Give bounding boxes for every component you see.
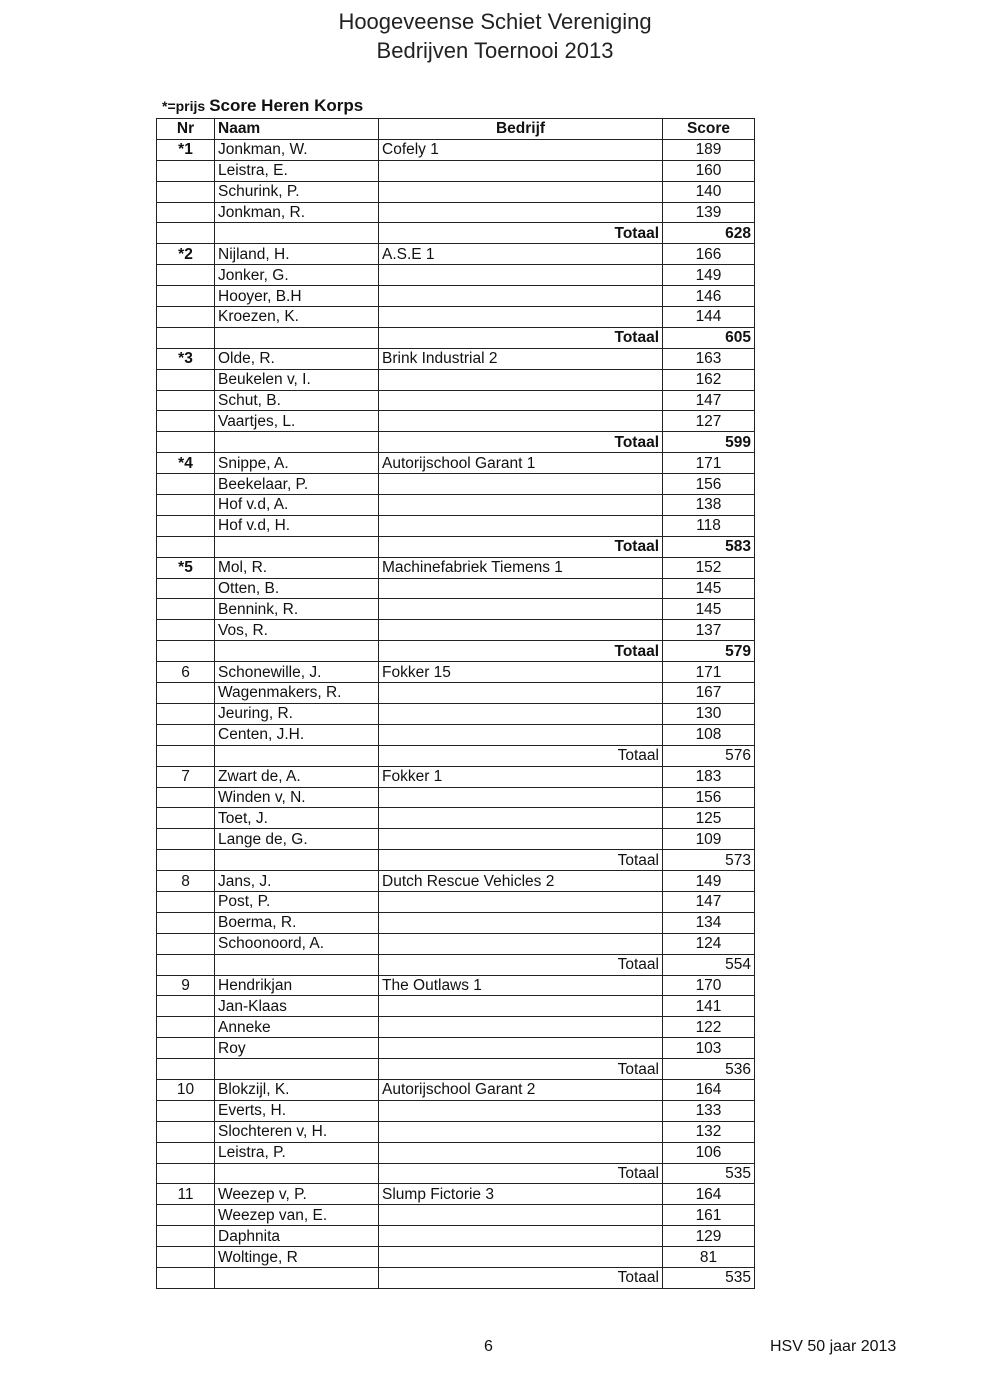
team-number: *4 [157, 453, 215, 474]
company-name: Dutch Rescue Vehicles 2 [379, 871, 663, 892]
team-number [157, 787, 215, 808]
team-total: 579 [663, 641, 755, 662]
company-name [379, 1100, 663, 1121]
team-total: 536 [663, 1059, 755, 1080]
table-row [157, 202, 755, 223]
total-label: Totaal [379, 1163, 663, 1184]
table-row [157, 620, 755, 641]
company-name [379, 912, 663, 933]
member-name: Beekelaar, P. [215, 474, 379, 495]
member-score: 106 [663, 1142, 755, 1163]
team-number [157, 286, 215, 307]
team-total: 573 [663, 850, 755, 871]
total-label: Totaal [379, 327, 663, 348]
member-name: Blokzijl, K. [215, 1079, 379, 1100]
member-score: 124 [663, 933, 755, 954]
team-number [157, 202, 215, 223]
member-score: 141 [663, 996, 755, 1017]
total-row-empty-name [215, 432, 379, 453]
member-name: Leistra, E. [215, 160, 379, 181]
table-row [157, 724, 755, 745]
total-row [157, 850, 755, 871]
table-row [157, 975, 755, 996]
total-row [157, 1163, 755, 1184]
member-score: 144 [663, 307, 755, 328]
total-row-empty-nr [157, 1163, 215, 1184]
total-row [157, 1267, 755, 1288]
member-name: Jans, J. [215, 871, 379, 892]
company-name [379, 286, 663, 307]
team-number: 10 [157, 1079, 215, 1100]
company-name: Fokker 1 [379, 766, 663, 787]
member-name: Toet, J. [215, 808, 379, 829]
member-score: 164 [663, 1079, 755, 1100]
company-name: Fokker 15 [379, 662, 663, 683]
column-header-naam: Naam [215, 119, 379, 140]
team-number [157, 1205, 215, 1226]
total-row-empty-nr [157, 1059, 215, 1080]
team-number [157, 515, 215, 536]
company-name [379, 578, 663, 599]
table-row [157, 139, 755, 160]
member-name: Hof v.d, H. [215, 515, 379, 536]
company-name [379, 1205, 663, 1226]
team-number [157, 620, 215, 641]
total-label: Totaal [379, 745, 663, 766]
member-score: 145 [663, 599, 755, 620]
table-row [157, 265, 755, 286]
table-row [157, 369, 755, 390]
member-score: 152 [663, 557, 755, 578]
team-number [157, 996, 215, 1017]
total-label: Totaal [379, 223, 663, 244]
member-name: Hooyer, B.H [215, 286, 379, 307]
total-row-empty-name [215, 223, 379, 244]
member-score: 161 [663, 1205, 755, 1226]
team-number [157, 912, 215, 933]
column-header-nr: Nr [157, 119, 215, 140]
team-number: *5 [157, 557, 215, 578]
member-score: 138 [663, 495, 755, 516]
team-number: *2 [157, 244, 215, 265]
table-row [157, 996, 755, 1017]
table-row [157, 1226, 755, 1247]
total-row-empty-nr [157, 432, 215, 453]
table-row [157, 912, 755, 933]
company-name: Cofely 1 [379, 139, 663, 160]
company-name [379, 683, 663, 704]
company-name [379, 307, 663, 328]
member-score: 189 [663, 139, 755, 160]
total-label: Totaal [379, 1059, 663, 1080]
team-number [157, 891, 215, 912]
team-number [157, 829, 215, 850]
table-row [157, 703, 755, 724]
table-row [157, 829, 755, 850]
total-row-empty-name [215, 641, 379, 662]
team-total: 535 [663, 1163, 755, 1184]
table-row [157, 515, 755, 536]
member-score: 134 [663, 912, 755, 933]
company-name [379, 996, 663, 1017]
company-name: The Outlaws 1 [379, 975, 663, 996]
team-total: 576 [663, 745, 755, 766]
table-row [157, 1184, 755, 1205]
member-score: 118 [663, 515, 755, 536]
company-name [379, 1038, 663, 1059]
member-name: Hof v.d, A. [215, 495, 379, 516]
member-name: Otten, B. [215, 578, 379, 599]
company-name [379, 724, 663, 745]
total-row-empty-nr [157, 327, 215, 348]
prize-note: *=prijs [162, 98, 206, 114]
member-name: Bennink, R. [215, 599, 379, 620]
member-score: 149 [663, 871, 755, 892]
column-header-bedrijf: Bedrijf [379, 119, 663, 140]
table-row [157, 1100, 755, 1121]
company-name [379, 369, 663, 390]
member-score: 146 [663, 286, 755, 307]
team-number [157, 474, 215, 495]
table-row [157, 453, 755, 474]
member-name: Slochteren v, H. [215, 1121, 379, 1142]
total-row [157, 432, 755, 453]
company-name [379, 599, 663, 620]
team-number [157, 307, 215, 328]
company-name [379, 515, 663, 536]
total-row-empty-name [215, 850, 379, 871]
total-row [157, 536, 755, 557]
team-number [157, 390, 215, 411]
member-name: Hendrikjan [215, 975, 379, 996]
member-score: 129 [663, 1226, 755, 1247]
company-name [379, 1142, 663, 1163]
company-name [379, 703, 663, 724]
team-number: *3 [157, 348, 215, 369]
member-name: Nijland, H. [215, 244, 379, 265]
team-number [157, 1226, 215, 1247]
member-score: 156 [663, 474, 755, 495]
total-row [157, 223, 755, 244]
member-score: 108 [663, 724, 755, 745]
team-number [157, 495, 215, 516]
total-label: Totaal [379, 641, 663, 662]
company-name: Slump Fictorie 3 [379, 1184, 663, 1205]
table-header-row [157, 119, 755, 140]
table-row [157, 495, 755, 516]
table-caption [162, 96, 363, 117]
table-row [157, 181, 755, 202]
team-number [157, 578, 215, 599]
document-subtitle: Bedrijven Toernooi 2013 [376, 38, 614, 63]
member-name: Weezep v, P. [215, 1184, 379, 1205]
member-name: Roy [215, 1038, 379, 1059]
team-total: 599 [663, 432, 755, 453]
member-score: 147 [663, 891, 755, 912]
company-name [379, 474, 663, 495]
team-number [157, 933, 215, 954]
table-row [157, 1121, 755, 1142]
company-name [379, 390, 663, 411]
team-number [157, 683, 215, 704]
team-number [157, 703, 215, 724]
member-name: Leistra, P. [215, 1142, 379, 1163]
member-score: 147 [663, 390, 755, 411]
total-row-empty-name [215, 327, 379, 348]
member-name: Jonkman, W. [215, 139, 379, 160]
company-name: Autorijschool Garant 2 [379, 1079, 663, 1100]
company-name [379, 891, 663, 912]
member-score: 137 [663, 620, 755, 641]
total-row-empty-name [215, 1267, 379, 1288]
table-row [157, 1017, 755, 1038]
team-number [157, 265, 215, 286]
member-name: Woltinge, R [215, 1247, 379, 1268]
member-name: Boerma, R. [215, 912, 379, 933]
document-title: Hoogeveense Schiet Vereniging [338, 9, 652, 34]
table-row [157, 1142, 755, 1163]
company-name [379, 1017, 663, 1038]
score-table [156, 118, 755, 1289]
table-row [157, 411, 755, 432]
table-row [157, 1247, 755, 1268]
company-name: Brink Industrial 2 [379, 348, 663, 369]
total-row [157, 954, 755, 975]
member-score: 171 [663, 453, 755, 474]
company-name: Autorijschool Garant 1 [379, 453, 663, 474]
member-name: Post, P. [215, 891, 379, 912]
table-row [157, 244, 755, 265]
company-name: Machinefabriek Tiemens 1 [379, 557, 663, 578]
member-name: Anneke [215, 1017, 379, 1038]
table-row [157, 578, 755, 599]
total-row-empty-name [215, 536, 379, 557]
table-row [157, 662, 755, 683]
team-number [157, 1247, 215, 1268]
member-score: 145 [663, 578, 755, 599]
member-score: 167 [663, 683, 755, 704]
member-name: Lange de, G. [215, 829, 379, 850]
member-score: 170 [663, 975, 755, 996]
total-row [157, 641, 755, 662]
member-score: 139 [663, 202, 755, 223]
table-row [157, 766, 755, 787]
member-name: Olde, R. [215, 348, 379, 369]
member-name: Centen, J.H. [215, 724, 379, 745]
total-row-empty-name [215, 745, 379, 766]
company-name [379, 1226, 663, 1247]
member-score: 125 [663, 808, 755, 829]
company-name [379, 1121, 663, 1142]
table-row [157, 891, 755, 912]
total-row [157, 1059, 755, 1080]
footer-text: HSV 50 jaar 2013 [770, 1338, 897, 1355]
member-score: 149 [663, 265, 755, 286]
page-number: 6 [484, 1338, 493, 1355]
company-name [379, 160, 663, 181]
team-number: 7 [157, 766, 215, 787]
total-row-empty-nr [157, 745, 215, 766]
total-row [157, 745, 755, 766]
member-name: Zwart de, A. [215, 766, 379, 787]
table-row [157, 557, 755, 578]
company-name [379, 933, 663, 954]
table-row [157, 787, 755, 808]
team-number [157, 411, 215, 432]
team-number: 9 [157, 975, 215, 996]
total-label: Totaal [379, 536, 663, 557]
total-row-empty-nr [157, 223, 215, 244]
total-label: Totaal [379, 1267, 663, 1288]
team-total: 628 [663, 223, 755, 244]
company-name [379, 620, 663, 641]
team-number [157, 599, 215, 620]
team-number: 11 [157, 1184, 215, 1205]
total-row-empty-name [215, 1059, 379, 1080]
table-row [157, 160, 755, 181]
team-number [157, 181, 215, 202]
member-score: 140 [663, 181, 755, 202]
column-header-score: Score [663, 119, 755, 140]
team-number [157, 1038, 215, 1059]
member-name: Schonewille, J. [215, 662, 379, 683]
team-number [157, 724, 215, 745]
table-row [157, 1205, 755, 1226]
team-number: *1 [157, 139, 215, 160]
table-row [157, 1038, 755, 1059]
company-name [379, 787, 663, 808]
table-row [157, 1079, 755, 1100]
team-number [157, 1100, 215, 1121]
member-score: 132 [663, 1121, 755, 1142]
total-label: Totaal [379, 432, 663, 453]
company-name [379, 808, 663, 829]
company-name [379, 1247, 663, 1268]
member-score: 127 [663, 411, 755, 432]
company-name [379, 181, 663, 202]
score-table-body [157, 139, 755, 1288]
company-name: A.S.E 1 [379, 244, 663, 265]
team-number [157, 1142, 215, 1163]
member-score: 130 [663, 703, 755, 724]
company-name [379, 265, 663, 286]
table-row [157, 683, 755, 704]
member-score: 183 [663, 766, 755, 787]
member-score: 163 [663, 348, 755, 369]
company-name [379, 495, 663, 516]
company-name [379, 202, 663, 223]
total-row [157, 327, 755, 348]
member-name: Kroezen, K. [215, 307, 379, 328]
member-score: 156 [663, 787, 755, 808]
member-score: 133 [663, 1100, 755, 1121]
member-score: 122 [663, 1017, 755, 1038]
team-number [157, 1121, 215, 1142]
team-total: 535 [663, 1267, 755, 1288]
team-number [157, 369, 215, 390]
member-name: Jonker, G. [215, 265, 379, 286]
table-title: Score Heren Korps [209, 96, 364, 115]
member-score: 171 [663, 662, 755, 683]
member-name: Beukelen v, I. [215, 369, 379, 390]
total-row-empty-nr [157, 536, 215, 557]
company-name [379, 411, 663, 432]
total-row-empty-name [215, 954, 379, 975]
team-number [157, 808, 215, 829]
table-row [157, 599, 755, 620]
total-row-empty-name [215, 1163, 379, 1184]
total-label: Totaal [379, 954, 663, 975]
member-name: Mol, R. [215, 557, 379, 578]
member-name: Wagenmakers, R. [215, 683, 379, 704]
table-row [157, 390, 755, 411]
total-row-empty-nr [157, 850, 215, 871]
table-row [157, 808, 755, 829]
total-row-empty-nr [157, 1267, 215, 1288]
team-number: 8 [157, 871, 215, 892]
member-score: 103 [663, 1038, 755, 1059]
total-row-empty-nr [157, 641, 215, 662]
member-name: Weezep van, E. [215, 1205, 379, 1226]
member-score: 162 [663, 369, 755, 390]
member-name: Schut, B. [215, 390, 379, 411]
total-row-empty-nr [157, 954, 215, 975]
team-number [157, 1017, 215, 1038]
member-name: Jonkman, R. [215, 202, 379, 223]
member-name: Jeuring, R. [215, 703, 379, 724]
total-label: Totaal [379, 850, 663, 871]
team-total: 583 [663, 536, 755, 557]
team-total: 554 [663, 954, 755, 975]
team-number: 6 [157, 662, 215, 683]
member-score: 160 [663, 160, 755, 181]
member-name: Snippe, A. [215, 453, 379, 474]
team-number [157, 160, 215, 181]
table-row [157, 871, 755, 892]
member-score: 109 [663, 829, 755, 850]
member-name: Vos, R. [215, 620, 379, 641]
company-name [379, 829, 663, 850]
table-row [157, 286, 755, 307]
table-row [157, 348, 755, 369]
member-name: Schurink, P. [215, 181, 379, 202]
member-name: Daphnita [215, 1226, 379, 1247]
member-name: Winden v, N. [215, 787, 379, 808]
member-name: Everts, H. [215, 1100, 379, 1121]
member-score: 166 [663, 244, 755, 265]
member-score: 81 [663, 1247, 755, 1268]
table-row [157, 474, 755, 495]
member-name: Schoonoord, A. [215, 933, 379, 954]
table-row [157, 307, 755, 328]
table-row [157, 933, 755, 954]
member-score: 164 [663, 1184, 755, 1205]
member-name: Vaartjes, L. [215, 411, 379, 432]
team-total: 605 [663, 327, 755, 348]
member-name: Jan-Klaas [215, 996, 379, 1017]
